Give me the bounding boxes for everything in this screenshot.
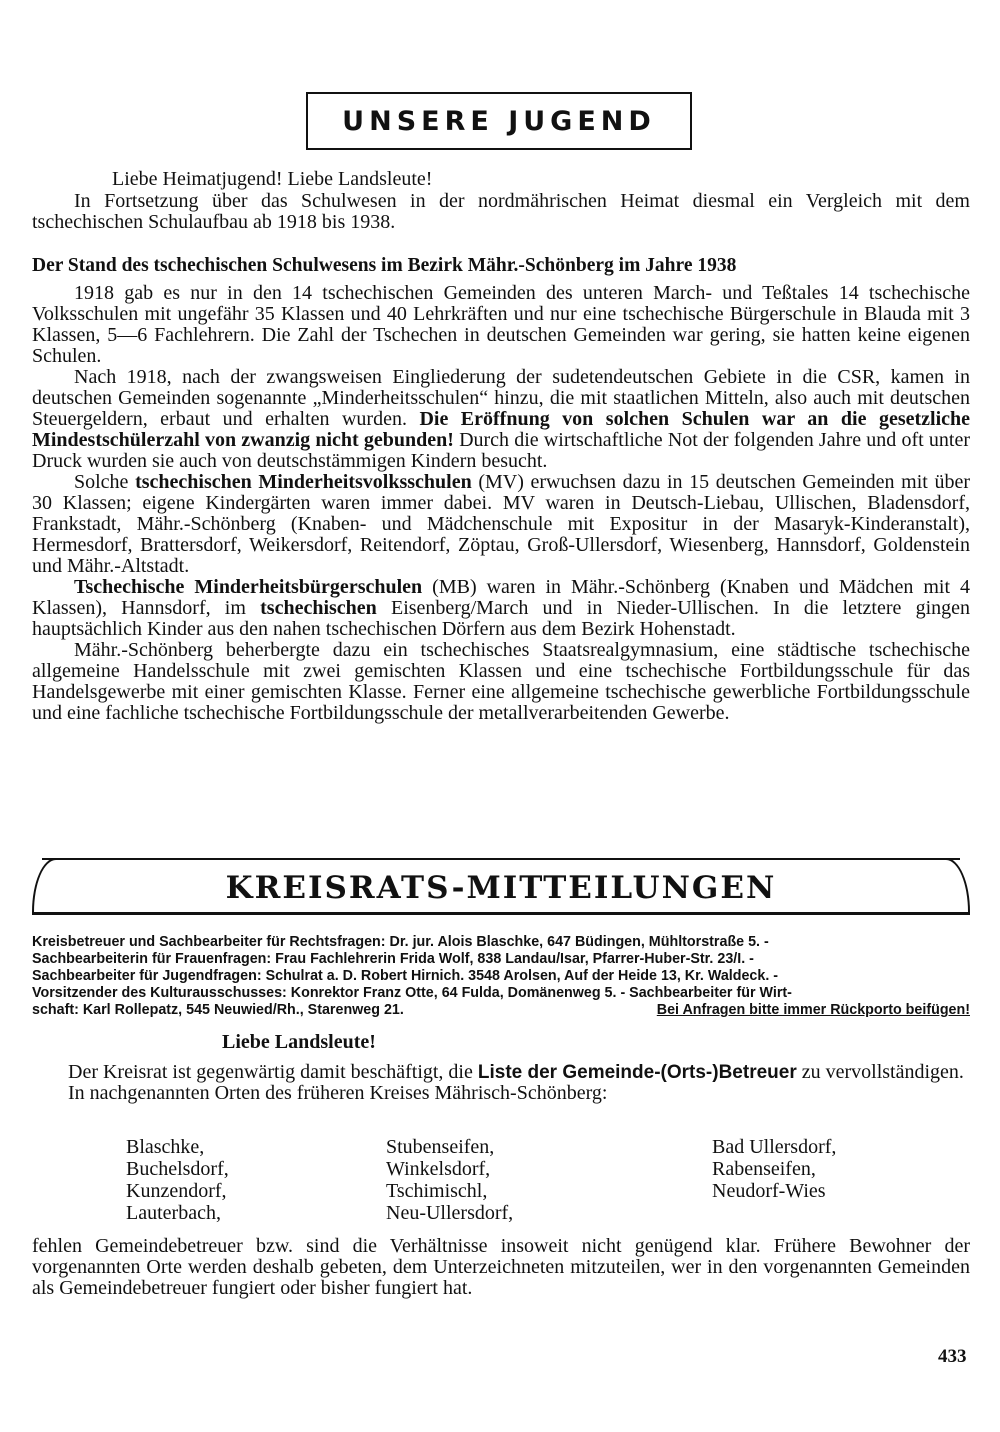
banner-rule-top [42,858,960,860]
contact-row: Sachbearbeiter für Jugendfragen: Schulrat a. D. Robert Hirnich. 3548 Arolsen, Auf der Heide 13, Kr. Waldeck. - [32,968,779,984]
paragraph: 1918 gab es nur in den 14 tschechischen Gemeinden des unteren March- und Teßtales 14 tschechische Volksschulen mit ungefähr 35 Klassen und 40 Lehrkräften und nur eine tschechische Bürgerschule in Blauda mit 3 Klassen, 5—6 Fachlehrern. Die Zahl der Tschechen in deutschen Gemeinden war gering, sie hatten keine eigenen Schulen. [32,282,970,367]
paragraph: Der Kreisrat ist gegenwärtig damit beschäftigt, die Liste der Gemeinde-(Orts-)Betreuer zu vervollständigen. [68,1061,964,1083]
place-item: Kunzendorf, [126,1180,227,1202]
return-postage-note: Bei Anfragen bitte immer Rückporto beifügen! [656,1002,970,1018]
closing-paragraph: fehlen Gemeindebetreuer bzw. sind die Verhältnisse insoweit nicht genügend klar. Frühere Bewohner der vorgenannten Orte werden deshalb gebeten, dem Unterzeichneten mitzuteilen, wer in den vorgenannten Gemeinden als Gemeindebetreuer fungiert oder bisher fungiert hat. [32,1235,970,1299]
greeting-2: Liebe Landsleute! [222,1031,376,1053]
place-item: Bad Ullersdorf, [712,1136,837,1158]
place-item: Blaschke, [126,1136,205,1158]
paragraph: Nach 1918, nach der zwangsweisen Eingliederung der sudetendeutschen Gebiete in die CSR, kamen in deutschen Gemeinden sogenannte „Minderheitsschulen“ hinzu, die mit staatlichen Mitteln, also auch mit deutschen Steuergeldern, erbaut und erhalten wurden. Die Eröffnung von solchen Schulen war an die gesetzliche Mindestschülerzahl von zwanzig nicht gebunden! Durch die wirtschaftliche Not der folgenden Jahre und oft unter Druck wurden sie auch von deutschstämmigen Kindern besucht. [32,366,971,472]
place-item: Tschimischl, [386,1180,488,1202]
place-item: Winkelsdorf, [386,1158,491,1180]
section-title: UNSERE JUGEND [342,105,656,137]
kreisrat-body [32,1062,970,1104]
contact-row: Sachbearbeiterin für Frauenfragen: Frau Fachlehrerin Frida Wolf, 838 Landau/Isar, Pfarrer-Huber-Str. 23/I. - [32,951,754,967]
paragraph: In nachgenannten Orten des früheren Kreises Mährisch-Schönberg: [68,1082,608,1104]
place-item: Buchelsdorf, [126,1158,229,1180]
kreisrat-banner [32,858,970,918]
place-item: Rabenseifen, [712,1158,816,1180]
contact-list [32,934,970,1019]
page-number: 433 [938,1346,967,1367]
banner-title: KREISRATS-MITTEILUNGEN [225,870,777,906]
paragraph: Tschechische Minderheitsbürgerschulen (MB) waren in Mähr.-Schönberg (Knaben und Mädchen mit 4 Klassen), Hannsdorf, im tschechischen Eisenberg/March und in Nieder-Ullischen. In die letztere gingen hauptsächlich Kinder aus den nahen tschechischen Dörfern aus dem Bezirk Hohenstadt. [32,576,971,640]
contact-row: schaft: Karl Rollepatz, 545 Neuwied/Rh., Starenweg 21. Bei Anfragen bitte immer Rückporto beifügen! [32,1002,970,1018]
place-item: Lauterbach, [126,1202,221,1224]
contact-row: Kreisbetreuer und Sachbearbeiter für Rechtsfragen: Dr. jur. Alois Blaschke, 647 Büdingen, Mühltorstraße 5. - [32,934,769,950]
contact-row: Vorsitzender des Kulturausschusses: Konrektor Franz Otte, 64 Fulda, Domänenweg 5. - Sachbearbeiter für Wirt- [32,985,792,1001]
section-title-box [306,92,692,150]
greeting: Liebe Heimatjugend! Liebe Landsleute! [112,168,433,190]
intro-paragraph: In Fortsetzung über das Schulwesen in der nordmährischen Heimat diesmal ein Vergleich mit dem tschechischen Schulaufbau ab 1918 bis 1938. [32,190,970,233]
places-column-3 [712,1136,836,1202]
article-body [32,283,970,724]
paragraph: Solche tschechischen Minderheitsvolksschulen (MV) erwuchsen dazu in 15 deutschen Gemeinden mit über 30 Klassen; eigene Kindergärten waren immer dabei. MV waren in Deutsch-Liebau, Ullischen, Bladensdorf, Frankstadt, Mähr.-Schönberg (Knaben- und Mädchenschule mit Expositur in der Masaryk-Kinderanstalt), Hermesdorf, Brattersdorf, Weikersdorf, Reitendorf, Zöptau, Groß-Ullersdorf, Wiesenberg, Hannsdorf, Goldenstein und Mähr.-Altstadt. [32,471,971,577]
place-item: Neu-Ullersdorf, [386,1202,514,1224]
banner-rule-bottom [32,912,970,915]
place-item: Stubenseifen, [386,1136,495,1158]
places-column-1 [126,1136,229,1224]
section-heading: Der Stand des tschechischen Schulwesens im Bezirk Mähr.-Schönberg im Jahre 1938 [32,255,737,276]
places-column-2 [386,1136,513,1224]
place-item: Neudorf-Wies [712,1180,826,1202]
paragraph: Mähr.-Schönberg beherbergte dazu ein tschechisches Staatsrealgymnasium, eine städtische tschechische allgemeine Handelsschule mit zwei gemischten Klassen und eine tschechische Fortbildungsschule für das Handelsgewerbe mit einer gemischten Klasse. Ferner eine allgemeine tschechische gewerbliche Fortbildungsschule und eine fachliche tschechische Fortbildungsschule der metallverarbeitenden Gewerbe. [32,639,970,724]
